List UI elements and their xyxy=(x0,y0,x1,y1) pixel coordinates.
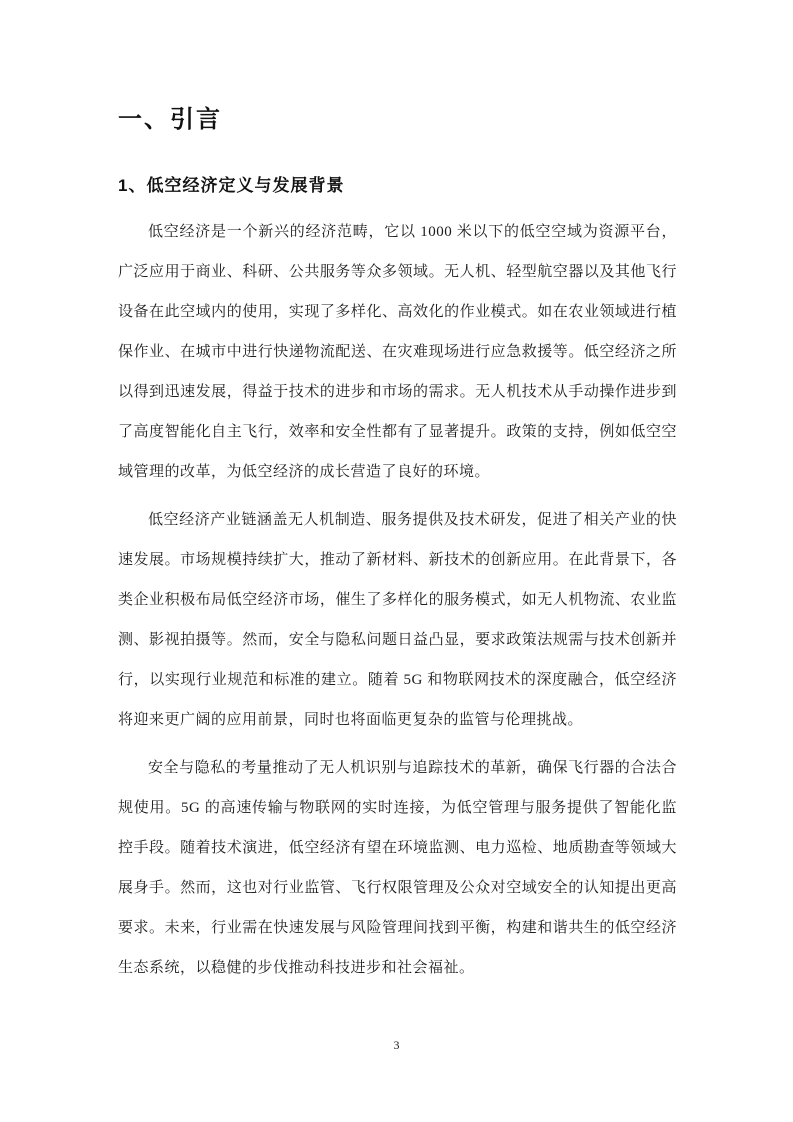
section-heading: 一、引言 xyxy=(118,106,222,133)
subsection-heading: 1、低空经济定义与发展背景 xyxy=(118,176,345,195)
paragraph-3: 安全与隐私的考量推动了无人机识别与追踪技术的革新，确保飞行器的合法合规使用。5G 的高速传输与物联网的实时连接，为低空管理与服务提供了智能化监控手段。随着技术演进，低空经济有望在环境监测、电力巡检、地质勘查等领域大展身手。然而，这也对行业监管、飞行权限管理及公众对空域安全的认知提出更高要求。未来，行业需在快速发展与风险管理间找到平衡，构建和谐共生的低空经济生态系统，以稳健的步伐推动科技进步和社会福祉。 xyxy=(118,760,677,976)
body-text xyxy=(118,212,677,988)
paragraph-1: 低空经济是一个新兴的经济范畴，它以 1000 米以下的低空空域为资源平台，广泛应用于商业、科研、公共服务等众多领域。无人机、轻型航空器以及其他飞行设备在此空域内的使用，实现了多样化、高效化的作业模式。如在农业领域进行植保作业、在城市中进行快递物流配送、在灾难现场进行应急救援等。低空经济之所以得到迅速发展，得益于技术的进步和市场的需求。无人机技术从手动操作进步到了高度智能化自主飞行，效率和安全性都有了显著提升。政策的支持，例如低空空域管理的改革，为低空经济的成长营造了良好的环境。 xyxy=(118,224,677,480)
page-number: 3 xyxy=(393,1038,400,1052)
paragraph-2: 低空经济产业链涵盖无人机制造、服务提供及技术研发，促进了相关产业的快速发展。市场规模持续扩大，推动了新材料、新技术的创新应用。在此背景下，各类企业积极布局低空经济市场，催生了多样化的服务模式，如无人机物流、农业监测、影视拍摄等。然而，安全与隐私问题日益凸显，要求政策法规需与技术创新并行，以实现行业规范和标准的建立。随着 5G 和物联网技术的深度融合，低空经济将迎来更广阔的应用前景，同时也将面临更复杂的监管与伦理挑战。 xyxy=(118,512,677,728)
document-content xyxy=(118,0,677,996)
